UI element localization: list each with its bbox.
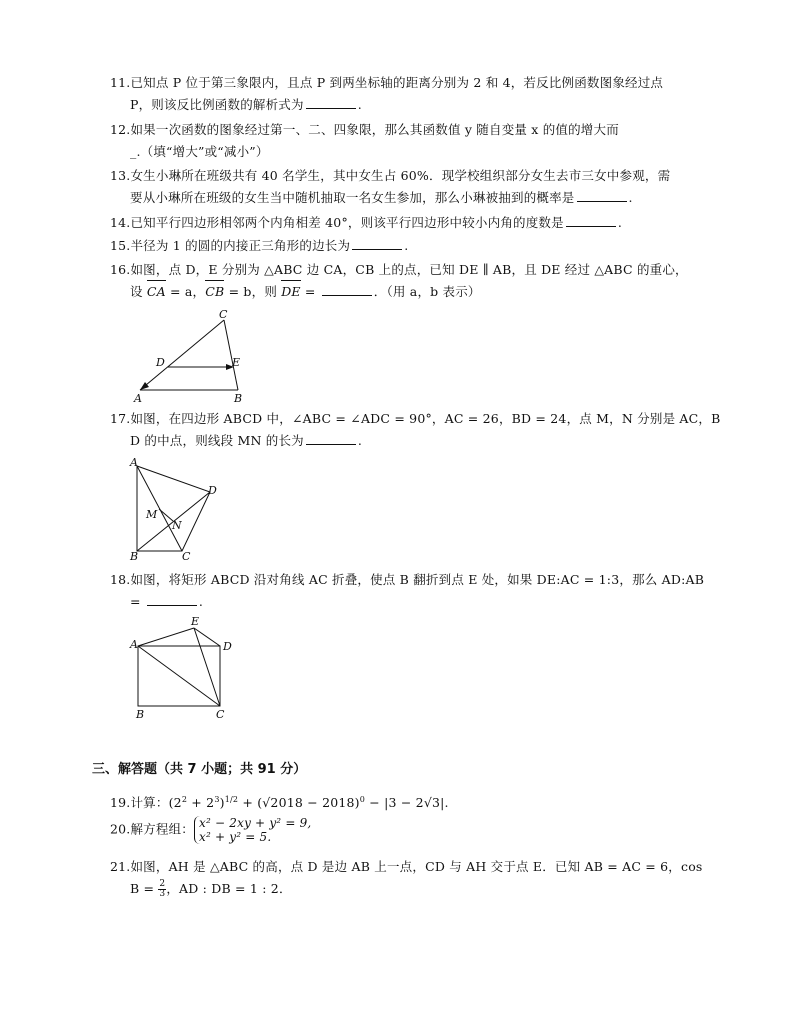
- label-c: C: [182, 550, 191, 563]
- question-text: + (√2018 − 2018): [238, 795, 360, 811]
- label-c: C: [219, 308, 228, 321]
- question-text: _.（填“增大”或“减小”）: [130, 144, 269, 159]
- question-15: [110, 235, 710, 257]
- question-text: .: [357, 97, 362, 112]
- question-text: 如图，在四边形 ABCD 中，∠ABC = ∠ADC = 90°，AC = 26，BD = 24，点 M，N 分别是 AC，B: [130, 411, 721, 426]
- question-text: 如图，AH 是 △ABC 的高，点 D 是边 AB 上一点，CD 与 AH 交于点 E．已知 AB = AC = 6，cos: [130, 859, 703, 874]
- label-e: E: [232, 356, 241, 369]
- label-m: M: [146, 508, 158, 521]
- question-text: 如图，点 D，E 分别为 △ABC 边 CA，CB 上的点，已知 DE ∥ AB，且 DE 经过 △ABC 的重心，: [130, 262, 688, 277]
- question-number: 13.: [110, 168, 131, 183]
- answer-blank[interactable]: [147, 593, 197, 606]
- vector-ca: CA: [147, 281, 166, 303]
- question-text: 半径为 1 的圆的内接正三角形的边长为: [130, 238, 351, 253]
- question-text: 计算：(2: [130, 795, 182, 811]
- label-b: B: [130, 550, 139, 563]
- label-d: D: [208, 484, 217, 497]
- denominator: 3: [159, 889, 166, 899]
- question-19: [110, 789, 710, 814]
- triangle-figure-16: [128, 308, 258, 404]
- rectangle-fold-figure-18: [126, 614, 246, 720]
- question-text: .: [357, 433, 363, 448]
- question-17: [110, 408, 721, 452]
- question-number: 14.: [110, 215, 131, 230]
- numerator: 2: [159, 879, 166, 889]
- question-text: ．（用 a，b 表示）: [373, 284, 481, 299]
- question-text: 如果一次函数的图象经过第一、二、四象限，那么其函数值 y 随自变量 x 的值的增大而: [130, 122, 619, 137]
- label-a: A: [130, 456, 138, 469]
- answer-blank[interactable]: [322, 283, 372, 296]
- vector-cb: CB: [205, 281, 224, 303]
- question-number: 19.: [110, 795, 131, 811]
- question-text: 要从小琳所在班级的女生当中随机抽取一名女生参加，那么小琳被抽到的概率是: [130, 190, 575, 205]
- equation-system: [194, 816, 311, 844]
- label-b: B: [234, 392, 243, 404]
- question-14: [110, 212, 710, 234]
- question-13: [110, 165, 710, 209]
- question-text: .: [198, 594, 204, 609]
- question-text: ): [219, 795, 225, 811]
- equation-2: x² + y² = 5.: [199, 830, 272, 844]
- question-text: P，则该反比例函数的解析式为: [130, 97, 304, 112]
- exponent: 1/2: [224, 795, 239, 804]
- question-12: [110, 119, 710, 163]
- label-d: D: [156, 356, 165, 369]
- question-number: 12.: [110, 122, 131, 137]
- answer-blank[interactable]: [306, 96, 356, 109]
- question-text: = a，: [165, 284, 206, 299]
- question-text: D 的中点，则线段 MN 的长为: [130, 433, 304, 448]
- question-number: 15.: [110, 238, 131, 253]
- question-text: =: [300, 284, 320, 299]
- question-text: 设: [130, 284, 147, 299]
- quadrilateral-figure-17: [126, 454, 236, 564]
- exponent: 3: [214, 795, 220, 804]
- question-text: 已知点 P 位于第三象限内，且点 P 到两坐标轴的距离分别为 2 和 4，若反比例函数图象经过点: [130, 75, 664, 90]
- question-text: .: [628, 190, 633, 205]
- answer-blank[interactable]: [352, 237, 402, 250]
- question-text: 解方程组：: [130, 821, 194, 837]
- label-b: B: [136, 708, 145, 720]
- question-text: .: [617, 215, 623, 230]
- question-16: [110, 259, 710, 303]
- question-text: 如图，将矩形 ABCD 沿对角线 AC 折叠，使点 B 翻折到点 E 处，如果 DE:AC = 1:3，那么 AD:AB: [130, 572, 705, 587]
- question-18: [110, 569, 710, 613]
- answer-blank[interactable]: [577, 189, 627, 202]
- question-11: [110, 72, 710, 116]
- question-20: [110, 816, 710, 844]
- question-text: B =: [130, 881, 159, 896]
- question-number: 21.: [110, 859, 131, 874]
- question-text: 已知平行四边形相邻两个内角相差 40°，则该平行四边形中较小内角的度数是: [130, 215, 564, 230]
- exponent: 0: [359, 795, 366, 804]
- question-number: 18.: [110, 572, 131, 587]
- label-e: E: [191, 615, 200, 628]
- vector-de: DE: [281, 281, 301, 303]
- label-a: A: [130, 638, 138, 651]
- question-text: .: [404, 238, 409, 253]
- question-number: 20.: [110, 821, 131, 837]
- question-text: ，AD : DB = 1 : 2．: [166, 881, 292, 896]
- answer-blank[interactable]: [566, 214, 616, 227]
- question-number: 16.: [110, 262, 131, 277]
- section-heading: 三、解答题（共 7 小题；共 91 分）: [92, 762, 307, 777]
- question-text: 女生小琳所在班级共有 40 名学生，其中女生占 60%．现学校组织部分女生去市三女中参观，需: [130, 168, 671, 183]
- equation-1: x² − 2xy + y² = 9,: [199, 816, 312, 830]
- label-c: C: [216, 708, 225, 720]
- question-text: = b，则: [224, 284, 282, 299]
- label-d: D: [223, 640, 232, 653]
- question-text: + 2: [187, 795, 215, 811]
- exponent: 2: [181, 795, 188, 804]
- question-text: =: [130, 594, 145, 609]
- question-number: 17.: [110, 411, 131, 426]
- question-text: − |3 − 2√3|.: [365, 795, 449, 811]
- question-21: [110, 856, 710, 900]
- question-number: 11.: [110, 75, 131, 90]
- label-a: A: [134, 392, 142, 404]
- answer-blank[interactable]: [306, 432, 356, 445]
- label-n: N: [172, 519, 182, 532]
